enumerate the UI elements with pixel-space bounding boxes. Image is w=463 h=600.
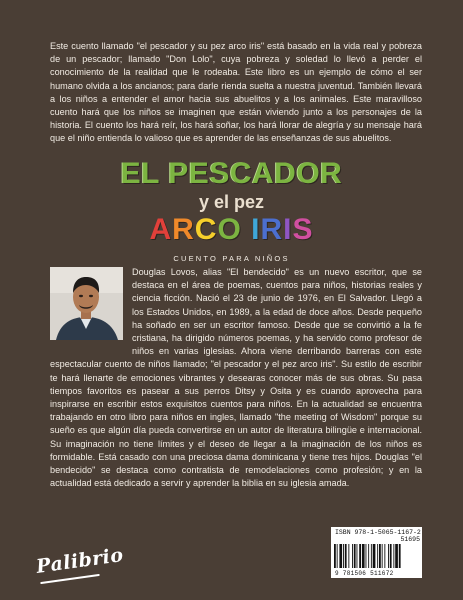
genre-label: CUENTO PARA NIÑOS xyxy=(173,254,290,263)
isbn-number: ISBN 978-1-5065-1167-2 xyxy=(335,529,421,536)
title-rainbow-letter: O xyxy=(217,213,242,246)
barcode-bar xyxy=(393,544,394,568)
barcode-bar xyxy=(384,544,385,568)
title-rainbow-letter: A xyxy=(149,213,173,246)
barcode-bar xyxy=(373,544,376,568)
title-rainbow-letter xyxy=(242,213,251,246)
barcode-bar xyxy=(368,544,369,568)
barcode-bar xyxy=(362,544,365,568)
barcode-bar xyxy=(390,544,392,568)
barcode-bars xyxy=(334,544,419,568)
barcode-bar xyxy=(379,544,381,568)
title-rainbow-letter: S xyxy=(292,213,314,246)
title-rainbow-letter: R xyxy=(172,213,195,246)
author-bio: Douglas Lovos, alias "El bendecido" es un nuevo escritor, que se destaca en el área de poemas, cuentos para niños, historias reales y ciencia ficción. Nació el 23 de junio de 1976, en El Salvador. Llegó a los Estados Unidos, en 1989, a la edad de doce años. Desde pequeño ha soñado en ser un escritor famoso. Desde que se convirtió a la fe cristiana, ha dirigido números poemas, y ha servido como profesor de niños en varias iglesias. Ahora viene derribando barreras con este espectacular cuento de niños llamado; "el pescador y el pez arco iris". Su estilo de escribir te hará llenarte de emociones vibrantes y desearas conocer más de sus obras. Su pasa tiempos favoritos es pasear a sus perros Ditsy y Osita y es cuando aprovecha para inspirarse en escribir estos exquisitos cuentos para niños. En la actualidad se encuentra trabajando en otro libro para niños en ingles, llamado "the meeting of Wisdom" porque su sueño es que algún día pueda convertirse en un autor de literatura bilingüe e internacional. Su imaginación no tiene límites y el deseo de llegar a la imaginación de los niños es formidable. Está casado con una preciosa dama dominicana y tiene tres hijos. Douglas "el bendecido" se destaca como contratista de remodelaciones como profesión; y en la actualidad está dedicado a servir y aprender la biblia en su iglesia amada. xyxy=(50,267,422,489)
barcode-bar xyxy=(345,544,347,568)
publisher-logo: Palibrio xyxy=(34,544,125,578)
title-rainbow-letter: I xyxy=(251,213,261,246)
barcode-bar xyxy=(339,544,342,568)
barcode-bar xyxy=(348,544,349,568)
book-blurb: Este cuento llamado "el pescador y su pez arco iris" está basado en la vida real y pobreza de un pescador; llamado "Don Lolo", cuya pobreza y soledad lo llevó a perder el conocimiento de la realidad que le rodeaba. Este libro es un ejemplo de cómo el ser humano olvida a los ancianos; para darle rienda suelta a nuestra juventud. También llevará a los niños a entender el amor hacia sus abuelitos y a los animales. Este maravilloso cuento hará que los niños se imaginen que están viviendo junto a los personajes de la historia. El cuento los hará reír, los hará soñar, los hará llorar de alegría y su mensaje hará que el niño entienda lo valioso que es aprender de las enseñanzas de sus abuelitos. xyxy=(50,41,422,144)
barcode-bar xyxy=(371,544,372,568)
author-bio-container xyxy=(50,266,422,490)
barcode-bar xyxy=(334,544,336,568)
title-rainbow-letter: I xyxy=(283,213,293,246)
title-rainbow-letter: R xyxy=(260,213,284,246)
barcode-bar xyxy=(352,544,353,568)
isbn-barcode xyxy=(331,527,422,578)
barcode-bar xyxy=(357,544,358,568)
price-code: 51695 xyxy=(400,536,420,543)
title-line-2: y el pez xyxy=(198,192,265,212)
title-line-1: EL PESCADOR xyxy=(120,157,343,190)
barcode-bar xyxy=(337,544,338,568)
barcode-bar xyxy=(377,544,378,568)
barcode-bar xyxy=(366,544,367,568)
title-line-3-rainbow xyxy=(0,214,463,246)
barcode-bar xyxy=(388,544,389,568)
barcode-bar xyxy=(359,544,361,568)
barcode-bar xyxy=(395,544,398,568)
barcode-bar xyxy=(399,544,401,568)
book-title xyxy=(0,158,463,263)
barcode-number: 9 781506 511672 xyxy=(335,570,394,577)
barcode-bar xyxy=(343,544,344,568)
title-rainbow-letter: C xyxy=(194,213,218,246)
barcode-bar xyxy=(354,544,356,568)
barcode-bar xyxy=(382,544,383,568)
photo-spacer xyxy=(50,266,132,346)
